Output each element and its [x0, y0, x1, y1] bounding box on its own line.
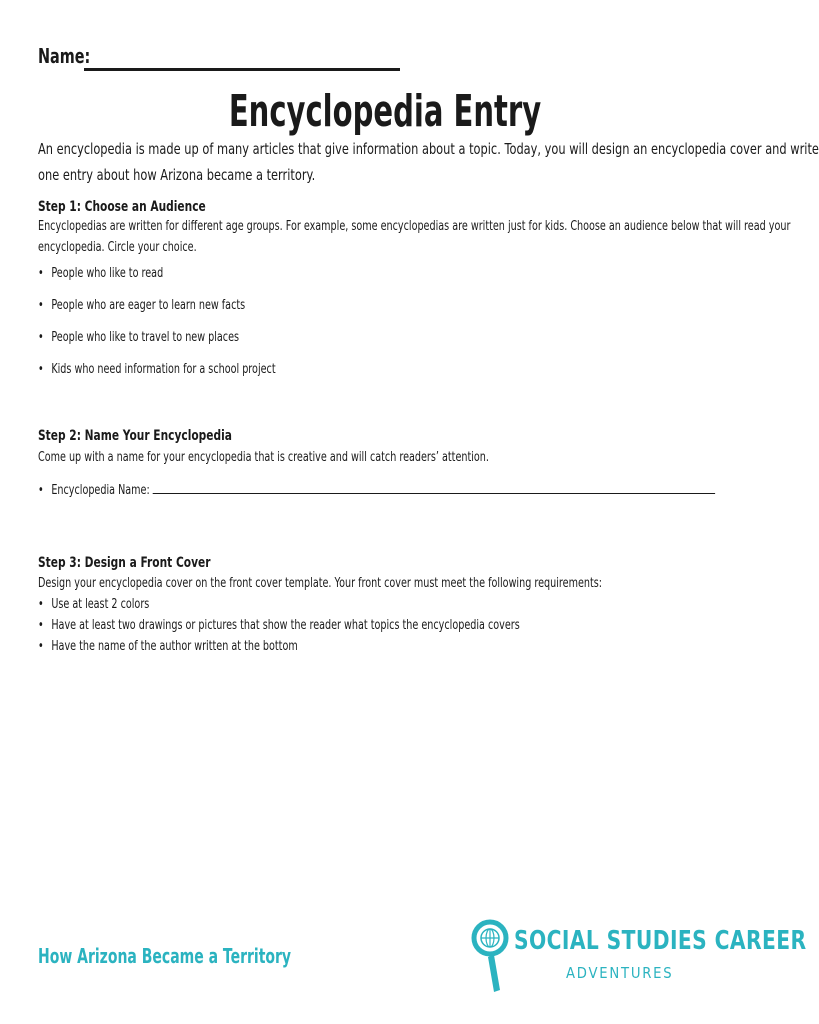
intro-line-2: one entry about how Arizona became a territory. [38, 166, 316, 184]
magnifying-glass-globe-icon [470, 918, 520, 1000]
requirement-label: Have the name of the author written at the bottom [51, 639, 298, 654]
audience-option-label: People who like to read [51, 266, 164, 281]
requirement-label: Use at least 2 colors [51, 597, 150, 612]
step1-body-line-2: encyclopedia. Circle your choice. [38, 240, 197, 255]
bullet-icon: • [38, 362, 44, 377]
step3-body: Design your encyclopedia cover on the front cover template. Your front cover must meet the following requirements: [38, 576, 602, 591]
bullet-icon: • [38, 266, 44, 281]
audience-option-label: People who like to travel to new places [51, 330, 240, 345]
audience-option-label: Kids who need information for a school project [51, 362, 276, 377]
requirement-item [38, 597, 149, 612]
bullet-icon: • [38, 597, 44, 612]
step2-body: Come up with a name for your encyclopedia that is creative and will catch readers’ attention. [38, 450, 489, 465]
encyclopedia-name-blank[interactable] [153, 481, 715, 494]
bullet-icon: • [38, 618, 44, 633]
audience-option[interactable] [38, 298, 245, 313]
page-title: Encyclopedia Entry [228, 86, 542, 137]
bullet-icon: • [38, 639, 44, 654]
requirement-item [38, 618, 520, 633]
intro-line-1: An encyclopedia is made up of many articles that give information about a topic. Today, you will design an encyclopedia cover and write [38, 140, 819, 158]
step1-body-line-1: Encyclopedias are written for different age groups. For example, some encyclopedias are written just for kids. Choose an audience below that will read your [38, 219, 791, 234]
unit-title: How Arizona Became a Territory [38, 944, 292, 968]
bullet-icon: • [38, 483, 44, 498]
name-label: Name: [38, 44, 91, 68]
step3-heading: Step 3: Design a Front Cover [38, 555, 211, 571]
requirement-item [38, 639, 298, 654]
audience-option-label: People who are eager to learn new facts [51, 298, 246, 313]
encyclopedia-name-label: Encyclopedia Name: [51, 483, 150, 498]
audience-option[interactable] [38, 362, 276, 377]
logo-sub-text: ADVENTURES [566, 964, 674, 982]
encyclopedia-name-field[interactable] [38, 481, 715, 498]
bullet-icon: • [38, 330, 44, 345]
requirement-label: Have at least two drawings or pictures that show the reader what topics the encyclopedia covers [51, 618, 520, 633]
audience-option[interactable] [38, 266, 163, 281]
logo-main-text: SOCIAL STUDIES CAREER [514, 926, 807, 956]
step1-heading: Step 1: Choose an Audience [38, 199, 206, 215]
bullet-icon: • [38, 298, 44, 313]
audience-option[interactable] [38, 330, 239, 345]
name-blank-line[interactable] [84, 68, 400, 71]
step2-heading: Step 2: Name Your Encyclopedia [38, 428, 232, 444]
